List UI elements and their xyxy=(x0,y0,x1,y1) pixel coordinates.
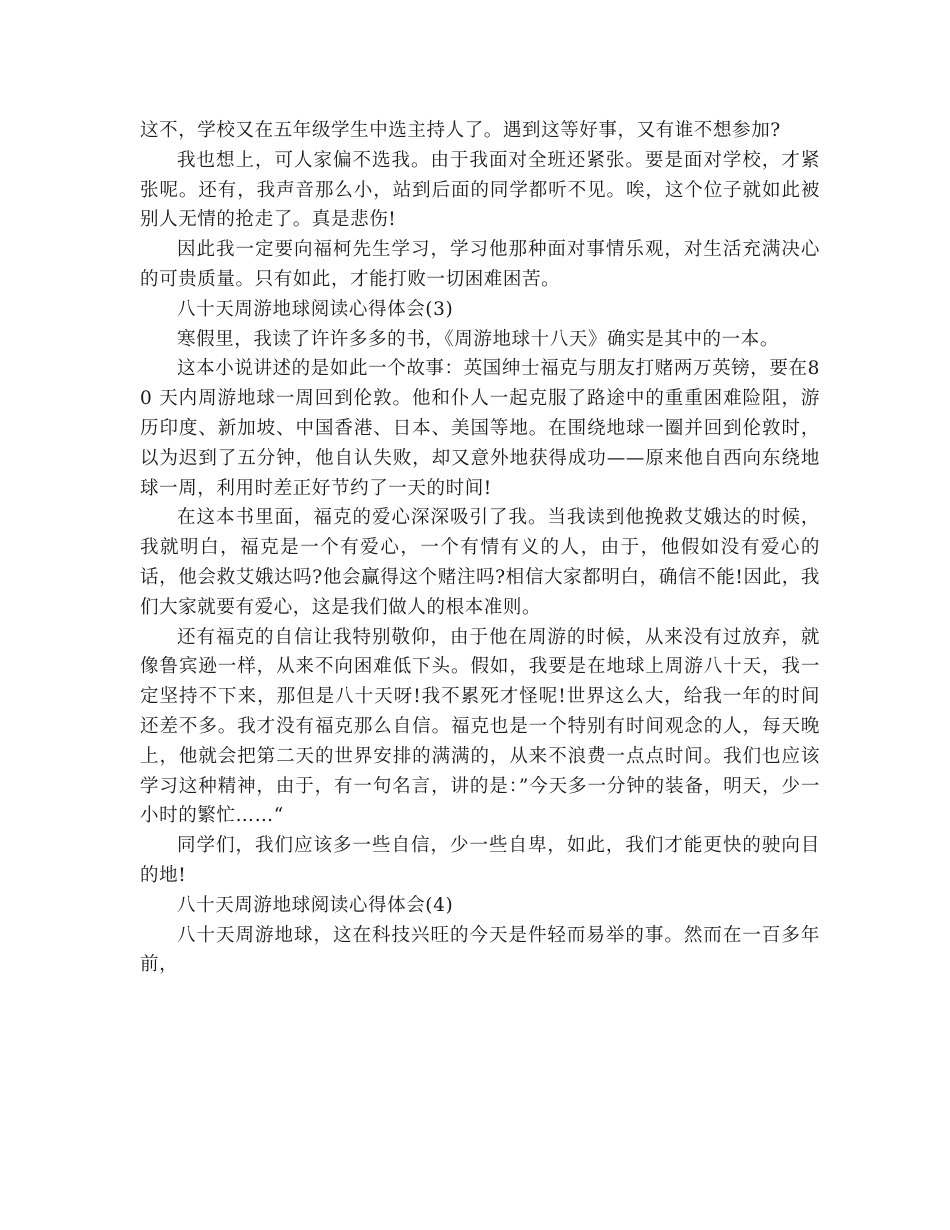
paragraph: 在这本书里面，福克的爱心深深吸引了我。当我读到他挽救艾娥达的时候，我就明白，福克是一个有爱心，一个有情有义的人，由于，他假如没有爱心的话，他会救艾娥达吗?他会赢得这个赌注吗?相信大家都明白，确信不能!因此，我们大家就要有爱心，这是我们做人的根本准则。 xyxy=(140,507,820,618)
section-heading: 八十天周游地球阅读心得体会(3) xyxy=(177,298,454,320)
paragraph: 同学们，我们应该多一些自信，少一些自卑，如此，我们才能更快的驶向目的地! xyxy=(140,835,820,886)
paragraph: 这本小说讲述的是如此一个故事：英国绅士福克与朋友打赌两万英镑，要在80 天内周游地球一周回到伦敦。他和仆人一起克服了路途中的重重困难险阻，游历印度、新加坡、中国香港、日本、美国等地。在围绕地球一圈并回到伦敦时，以为迟到了五分钟，他自认失败，却又意外地获得成功——原来他自西向东绕地球一周，利用时差正好节约了一天的时间! xyxy=(140,358,820,499)
document-body xyxy=(140,116,820,980)
paragraph-continuation: 这不，学校又在五年级学生中选主持人了。遇到这等好事，又有谁不想参加? xyxy=(140,120,781,141)
paragraph: 我也想上，可人家偏不选我。由于我面对全班还紧张。要是面对学校，才紧张呢。还有，我声音那么小，站到后面的同学都听不见。唉，这个位子就如此被别人无情的抢走了。真是悲伤! xyxy=(140,149,820,231)
paragraph: 寒假里，我读了许许多多的书，《周游地球十八天》确实是其中的一本。 xyxy=(177,328,779,350)
section-heading: 八十天周游地球阅读心得体会(4) xyxy=(177,894,454,916)
paragraph: 八十天周游地球，这在科技兴旺的今天是件轻而易举的事。然而在一百多年前， xyxy=(140,924,820,976)
paragraph: 因此我一定要向福柯先生学习，学习他那种面对事情乐观，对生活充满决心的可贵质量。只有如此，才能打败一切困难困苦。 xyxy=(140,239,820,290)
paragraph: 还有福克的自信让我特别敬仰，由于他在周游的时候，从来没有过放弃，就像鲁宾逊一样，从来不向困难低下头。假如，我要是在地球上周游八十天，我一定坚持不下来，那但是八十天呀!我不累死才怪呢!世界这么大，给我一年的时间还差不多。我才没有福克那么自信。福克也是一个特别有时间观念的人，每天晚上，他就会把第二天的世界安排的满满的，从来不浪费一点点时间。我们也应该学习这种精神，由于，有一句名言，讲的是：”今天多一分钟的装备，明天，少一小时的繁忙……“ xyxy=(140,626,820,827)
